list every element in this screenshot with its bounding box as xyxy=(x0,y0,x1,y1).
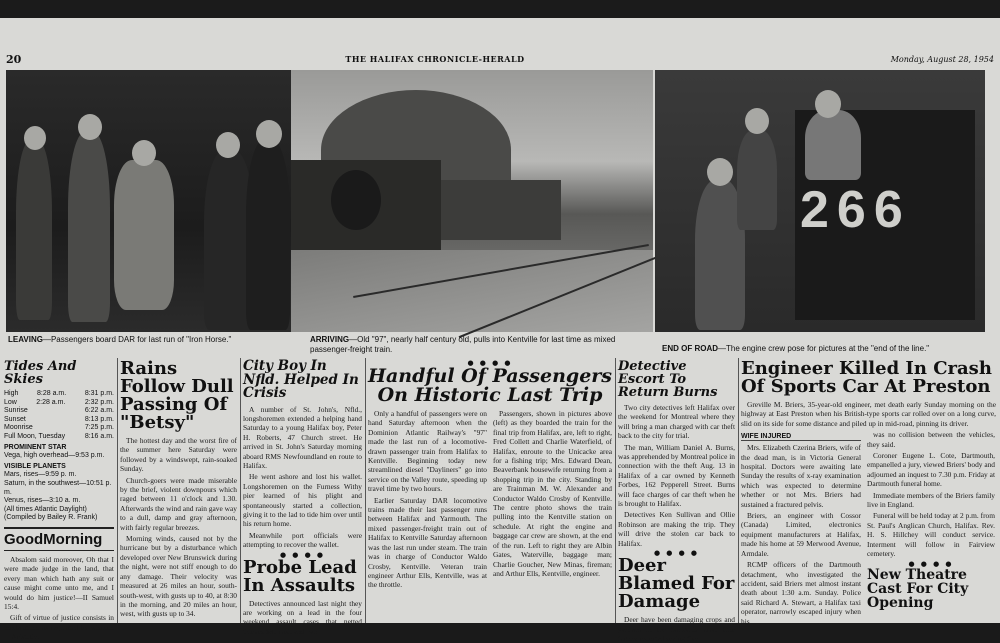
article-headline: Rains Follow Dull Passing Of "Betsy" xyxy=(120,358,234,433)
article-columns xyxy=(368,409,612,592)
separator-dots: ● ● ● ● xyxy=(908,559,954,568)
article-handful xyxy=(368,360,612,623)
article-headline: Deer Blamed For Damage xyxy=(618,555,735,613)
paragraph: was no collision between the vehicles, they said. xyxy=(867,430,995,449)
separator-dots: ● ● ● ● xyxy=(467,359,513,367)
almanac-star-label: PROMINENT STAR xyxy=(4,443,67,451)
paragraph: Coroner Eugene L. Cote, Dartmouth, empanelled a jury, viewed Briers' body and adjourned an inquest to 7.30 p.m. Friday at Dartmouth funeral home. xyxy=(867,451,995,489)
paragraph: Deer have been damaging crops and gardens in the Sackville area. One farmer reported seeing five xyxy=(618,615,735,643)
almanac-planet: Venus, rises—3:10 a. m. xyxy=(4,497,81,505)
article-headline: New Theatre Cast For City Opening xyxy=(867,566,969,611)
paragraph: Absalom said moreover, Oh that I were made judge in the land, that every man which hath any suit or cause might come unto me, and I would do him justice!—II Samuel 15:4. xyxy=(4,554,114,611)
masthead xyxy=(6,52,994,66)
photo-arriving xyxy=(291,70,653,332)
article-body xyxy=(493,409,612,592)
figure-head xyxy=(815,90,841,118)
article-body xyxy=(618,615,735,643)
almanac-row: High 8:28 a.m. 8:31 p.m. xyxy=(4,390,114,397)
paragraph: Earlier Saturday DAR locomotive trains made their last passenger runs between Halifax and Yarmouth. The mixed passenger-freight train out of Halifax to Kentville Saturday afternoon was the last run under steam. The train was in charge of Conductor Waldo Crosby, Kentville. Veteran train engineer Arthur Ells, Kentville, was at the throttle. xyxy=(368,495,487,590)
page-number: 20 xyxy=(6,52,22,66)
article-engineer xyxy=(741,358,996,626)
issue-date: Monday, August 28, 1954 xyxy=(890,54,994,64)
train-cars xyxy=(441,180,561,240)
paragraph: Meanwhile port officials were attempting to recover the wallet. xyxy=(243,530,362,550)
figure xyxy=(246,140,290,330)
article-rains xyxy=(120,360,237,623)
column-detective xyxy=(618,359,735,643)
figure-head xyxy=(78,114,102,140)
column-rule xyxy=(615,358,616,623)
article-body xyxy=(618,403,735,548)
figure-head xyxy=(132,140,156,166)
paragraph: Mrs. Elizabeth Czerina Briers, wife of the dead man, is in Victoria General hospital. Doctors were awaiting late Sunday the results of x-ray examination which was expected to determine whether or not Mrs. Briers had sustained a fractured pelvis. xyxy=(741,443,861,509)
almanac-row: Sunset 8:13 p.m. xyxy=(4,415,114,423)
caption-leaving xyxy=(8,335,290,345)
article-col xyxy=(741,430,861,628)
paragraph: Only a handful of passengers were on hand Saturday afternoon when the Dominion Atlantic Railway's "97" made the last run of a locomotive-drawn passenger train from Halifax to Kentville. Beginning today new streamlined diesel "Dayliners" go into service on the Valley route, speeding up travel time by two hours. xyxy=(368,409,487,494)
figure xyxy=(68,132,110,322)
caption-arriving xyxy=(310,335,650,355)
almanac-planet: Mars, rises—9:59 p. m. xyxy=(4,471,77,479)
locomotive-number: 266 xyxy=(800,181,911,239)
almanac-row: Sunrise 6:22 a.m. xyxy=(4,407,114,415)
caption-lead: END OF ROAD xyxy=(662,344,718,353)
figure-head xyxy=(745,108,769,134)
figure-head xyxy=(24,126,46,150)
article-columns xyxy=(741,430,996,628)
article-body xyxy=(741,443,861,626)
column-almanac xyxy=(4,359,114,642)
paragraph: The hottest day and the worst fire of the summer here Saturday were followed by a windswept, rain-soaked Sunday. xyxy=(120,436,237,474)
article-headline: Detective Escort To Return Burns xyxy=(618,359,718,400)
rail-yard xyxy=(291,250,653,332)
paragraph: RCMP officers of the Dartmouth detachment, who investigated the accident, said Briers met almost instant death about 1:30 a.m. Sunday. Police said Richard A. Stewart, a Halifax taxi operator, narrowly escaped injury when his xyxy=(741,560,861,626)
caption-end-of-road xyxy=(662,344,992,354)
paragraph: The man, William Daniel A. Burns, was apprehended by Montreal police in connection with the theft Aug. 13 in Halifax of a car owned by Kenneth Forbes, 162 Pepperell Street. Burns will face charges of car theft when he is brought to Halifax. xyxy=(618,442,735,509)
subhead: WIFE INJURED xyxy=(741,433,861,441)
caption-text: —The engine crew pose for pictures at the "end of the line." xyxy=(718,344,930,353)
figure-head xyxy=(256,120,282,148)
article-headline: Probe Lead In Assaults xyxy=(243,556,357,596)
almanac-row: Moonrise 7:25 p.m. xyxy=(4,424,114,432)
column-rule xyxy=(240,358,241,623)
article-body xyxy=(120,436,237,619)
separator-dots: ● ● ● ● xyxy=(279,550,326,559)
figure-crew xyxy=(737,130,777,230)
paragraph: He went ashore and lost his wallet. Longshoremen on the Furness Withy pier learned of his plight and spontaneously started a collection, giving it to the lad to tide him over until his return home. xyxy=(243,472,362,529)
article-body xyxy=(867,430,995,558)
paragraph: Briers, an engineer with Cossor (Canada) Limited, electronics equipment manufacturers at Halifax, made his home at 59 Merwood Avenue, Armdale. xyxy=(741,511,861,558)
good-morning-text xyxy=(4,555,114,642)
good-morning-title: GoodMorning xyxy=(4,527,114,551)
article-body xyxy=(243,405,362,550)
photo-leaving xyxy=(6,70,291,332)
almanac-planet: Saturn, in the southwest—10:51 p. m. xyxy=(4,479,112,496)
caption-lead: LEAVING xyxy=(8,335,43,344)
paragraph: Immediate members of the Briers family live in England. xyxy=(867,490,995,510)
almanac-footnote: (All times Atlantic Daylight) xyxy=(4,505,87,513)
top-shadow-bar xyxy=(0,0,1000,18)
separator-dots: ● ● ● ● xyxy=(653,549,700,558)
almanac-planets-label: VISIBLE PLANETS xyxy=(4,462,66,470)
column-rule xyxy=(117,358,118,623)
almanac-table xyxy=(4,390,114,523)
paragraph: Morning winds, caused not by the hurricane but by a disturbance which developed over New Brunswick during the night, were not stiff enough to do any damage. Their velocity was measured at 26 miles an hour, south-south-west, with gusts up to 40, at 8:30 in the morning, and 20 miles an hour, west, with gusts up to 34. xyxy=(120,534,237,619)
paragraph: Church-goers were made miserable by the brief, violent downpours which raged between 11 o'clock and 1.30. Afterwards the wind and rain gave way to a dull, damp and gray afternoon, with fairly regular breezes. xyxy=(120,475,237,532)
paragraph: Greville M. Briers, 35-year-old engineer, met death early Sunday morning on the highway at East Preston when his British-type sports car rolled over on a long curve, slid on its side for some distance and piled up in mid-road, pinning its driver. xyxy=(741,400,996,428)
article-headline: Engineer Killed In Crash Of Sports Car At Preston xyxy=(741,358,992,397)
caption-lead: ARRIVING xyxy=(310,335,350,344)
almanac-star: Vega, high overhead—9:53 p.m. xyxy=(4,452,105,460)
column-city-boy xyxy=(243,358,362,636)
figure-head xyxy=(707,158,733,186)
paragraph: A number of St. John's, Nfld., longshoremen extended a helping hand Saturday to a young Halifax boy, Peter H. Roberts, 47 Church street. He arrived in St. John's Saturday morning aboard RMS Newfoundland en route to Halifax. xyxy=(243,404,362,470)
article-col xyxy=(867,430,995,628)
paper-name: THE HALIFAX CHRONICLE-HERALD xyxy=(345,54,525,64)
almanac-title: Tides And Skies xyxy=(4,359,77,387)
article-lead xyxy=(741,400,996,428)
article-headline: City Boy In Nfld. Helped In Crisis xyxy=(243,358,359,401)
almanac-compiler: (Compiled by Bailey R. Frank) xyxy=(4,514,98,522)
article-body xyxy=(368,409,487,592)
paragraph: Passengers, shown in pictures above (left) as they boarded the train for the final trip from Halifax, are, left to right, Fred Collett and Charlie Waterfield, of Halifax, enroute to the Unicacke area for a fishing trip; Mrs. Edward Dean, Beaverbank housewife returning from a shopping trip in the city. Standing by are Trainman M. W. Alexander and Conductor Waldo Crosby of Kentville. The centre photo shows the train pulling into the Kentville station on schedule. At right the engine and baggage car crew are shown, at the end of the run. Left to right they are Albin Gates, Waterville, baggage man; Charlie Goucher, New Minas, fireman; and Arthur Ells, Kentville, engineer. xyxy=(493,409,612,578)
newspaper-page xyxy=(0,18,1000,643)
almanac-row: Low 2:28 a.m. 2:32 p.m. xyxy=(4,398,114,406)
photo-end-of-road xyxy=(655,70,985,332)
paragraph: Two city detectives left Halifax over the weekend for Montreal where they will bring a man charged with car theft back to the city for trial. xyxy=(618,403,735,441)
paragraph: Funeral will be held today at 2 p.m. from St. Paul's Anglican Church, Halifax. Rev. H. S. Hillchey will conduct service. Interment will follow in Fairview cemetery. xyxy=(867,511,995,559)
figure-head xyxy=(216,132,240,158)
figure xyxy=(16,140,52,320)
paragraph: Detectives Ken Sullivan and Ollie Robinson are making the trip. They will drive the stolen car back to Halifax. xyxy=(618,510,735,548)
figure-woman xyxy=(114,160,174,310)
article-body xyxy=(243,599,362,637)
paragraph: Gift of virtue of justice consists in moderation, as regulated by wisdom—Aristotle. xyxy=(4,613,114,642)
caption-text: —Passengers board DAR for last run of "Iron Horse." xyxy=(42,335,232,344)
paragraph: Detectives announced last night they are working on a lead in the four weekend assault cases that netted thieves $80 cash and two xyxy=(243,598,362,636)
article-headline: Handful Of Passengers On Historic Last Trip xyxy=(368,365,612,406)
figure-crew xyxy=(805,110,861,180)
column-rule xyxy=(365,358,366,623)
almanac-row: Full Moon, Tuesday 8:16 a.m. xyxy=(4,432,114,440)
locomotive-boiler xyxy=(331,170,381,230)
column-rule xyxy=(738,358,739,623)
caption-text: —Old "97", nearly half century old, pulls into Kentville for last time as mixed passenger-freight train. xyxy=(310,335,616,354)
